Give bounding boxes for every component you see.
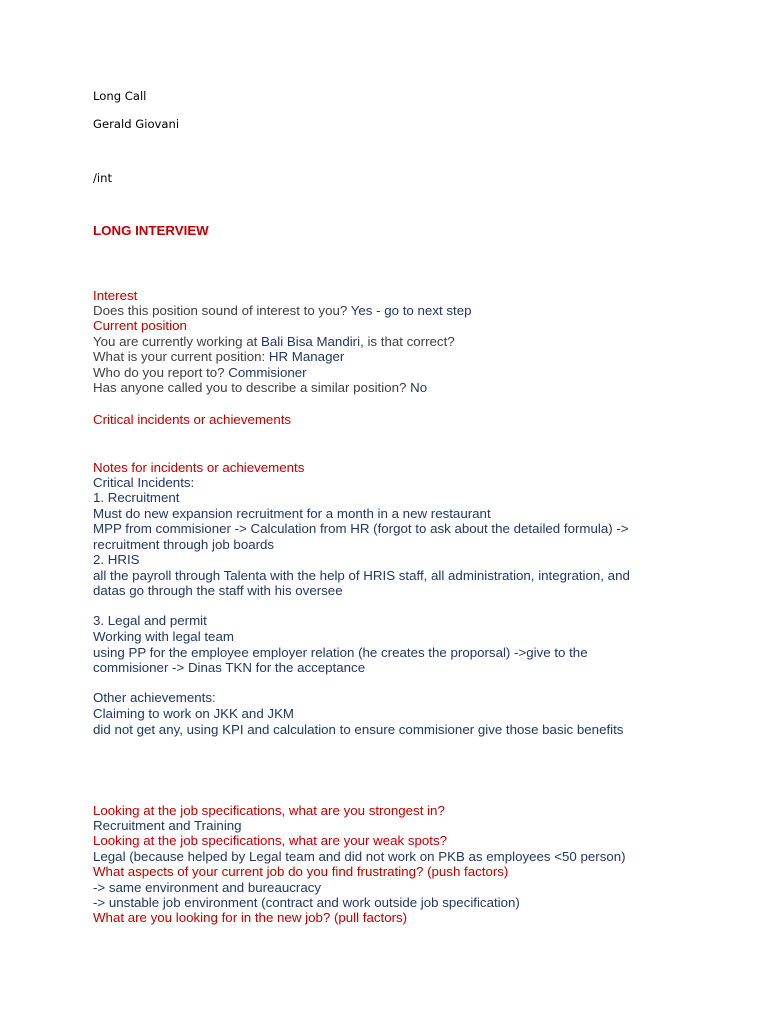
notes-line: 1. Recruitment <box>93 490 180 505</box>
company-question-suffix: , is that correct? <box>360 334 455 349</box>
notes-line: Critical Incidents: <box>93 475 195 490</box>
similar-position-question: Has anyone called you to describe a similar position? <box>93 380 407 395</box>
position-question: What is your current position: <box>93 349 266 364</box>
looking-for-question: What are you looking for in the new job? (pull factors) <box>93 910 408 925</box>
notes-line: recruitment through job boards <box>93 537 275 552</box>
notes-line: Working with legal team <box>93 629 234 644</box>
frustrating-answer: -> same environment and bureaucracy <box>93 880 322 895</box>
frustrating-answer: -> unstable job environment (contract and work outside job specification) <box>93 895 520 910</box>
notes-line: datas go through the staff with his oversee <box>93 583 343 598</box>
doc-type-label: Long Call <box>93 89 147 103</box>
similar-position-qa <box>93 380 427 396</box>
strongest-question: Looking at the job specifications, what are you strongest in? <box>93 803 445 818</box>
notes-line: Other achievements: <box>93 690 216 705</box>
company-answer: Bali Bisa Mandiri <box>261 334 361 349</box>
report-qa <box>93 365 307 381</box>
notes-line: MPP from commisioner -> Calculation from HR (forgot to ask about the detailed formula) -> <box>93 521 629 536</box>
strongest-answer: Recruitment and Training <box>93 818 242 833</box>
critical-incidents-heading: Critical incidents or achievements <box>93 412 292 427</box>
interest-qa <box>93 303 472 319</box>
notes-heading: Notes for incidents or achievements <box>93 460 305 475</box>
report-question: Who do you report to? <box>93 365 225 380</box>
weak-question: Looking at the job specifications, what are your weak spots? <box>93 833 448 848</box>
interview-tag: /int <box>93 171 113 185</box>
weak-answer: Legal (because helped by Legal team and did not work on PKB as employees <50 person) <box>93 849 626 864</box>
notes-line: Claiming to work on JKK and JKM <box>93 706 295 721</box>
company-qa <box>93 334 455 350</box>
page-title: LONG INTERVIEW <box>93 223 209 238</box>
notes-line: did not get any, using KPI and calculation to ensure commisioner give those basic benefits <box>93 722 624 737</box>
similar-position-answer: No <box>410 380 428 395</box>
notes-line: 3. Legal and permit <box>93 613 207 628</box>
current-position-heading: Current position <box>93 318 187 333</box>
position-qa <box>93 349 344 365</box>
notes-line: all the payroll through Talenta with the help of HRIS staff, all administration, integration, and <box>93 568 630 583</box>
notes-line: using PP for the employee employer relation (he creates the proporsal) ->give to the <box>93 645 588 660</box>
interest-heading: Interest <box>93 288 138 303</box>
notes-line: commisioner -> Dinas TKN for the acceptance <box>93 660 366 675</box>
interest-question: Does this position sound of interest to you? <box>93 303 348 318</box>
notes-line: 2. HRIS <box>93 552 140 567</box>
interest-answer: Yes - go to next step <box>350 303 472 318</box>
notes-line: Must do new expansion recruitment for a month in a new restaurant <box>93 506 491 521</box>
company-question-prefix: You are currently working at <box>93 334 258 349</box>
candidate-name: Gerald Giovani <box>93 117 180 131</box>
report-answer: Commisioner <box>228 365 307 380</box>
frustrating-question: What aspects of your current job do you find frustrating? (push factors) <box>93 864 509 879</box>
position-answer: HR Manager <box>268 349 345 364</box>
